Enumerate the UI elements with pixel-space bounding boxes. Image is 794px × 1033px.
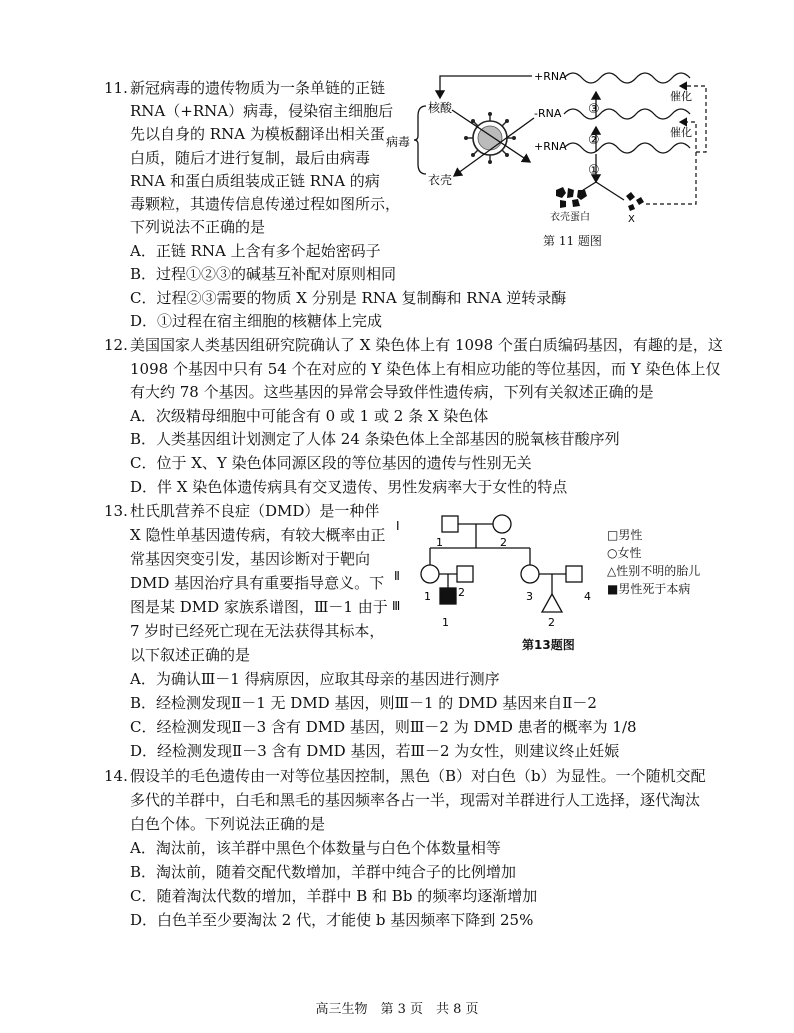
question-stem-line: 美国国家人类基因组研究院确认了 X 染色体上有 1098 个蛋白质编码基因，有趣的是，这 [130,336,723,354]
legend-dead-male: ■男性死于本病 [607,582,691,596]
question-stem-line: 以下叙述正确的是 [130,646,251,664]
arrow-branch-right [596,182,624,200]
question-stem-line: X 隐性单基因遗传病，有较大概率由正 [130,526,386,544]
option-c: C．随着淘汰代数的增加，羊群中 B 和 Bb 的频率均逐渐增加 [130,887,538,905]
question-stem-line: 先以自身的 RNA 为模板翻译出相关蛋 [130,125,385,143]
label-catalyze-2: 催化 [670,126,692,139]
rna-strand-bottom [564,143,690,153]
label-coat-protein: 衣壳蛋白 [550,212,590,223]
label-virus: 病毒 [386,135,411,149]
question-number: 11. [104,79,128,97]
svg-text:1: 1 [442,616,449,629]
pedigree-i2-female [493,515,511,533]
rna-strand-top [564,73,690,83]
generation-label-3: Ⅲ [392,599,401,613]
question-stem-line: 新冠病毒的遗传物质为一条单链的正链 [130,79,386,97]
label-catalyze-1: 催化 [670,90,692,103]
label-step2: ② [588,133,600,148]
question-number: 14. [104,767,128,785]
svg-text:1: 1 [436,536,443,549]
option-a: A．为确认Ⅲ－1 得病原因，应取其母亲的基因进行测序 [130,670,500,688]
option-d: D．白色羊至少要淘汰 2 代，才能使 b 基因频率下降到 25% [130,911,534,929]
option-d: D．伴 X 染色体遗传病具有交叉遗传、男性发病率大于女性的特点 [130,478,568,496]
svg-text:2: 2 [500,536,507,549]
option-b: B．淘汰前，随着交配代数增加，羊群中纯合子的比例增加 [130,863,517,881]
generation-label-2: Ⅱ [394,569,400,583]
svg-text:3: 3 [526,590,533,603]
question-stem-line: RNA（+RNA）病毒，侵染宿主细胞后 [130,102,394,120]
virus-particle-icon [464,112,516,164]
pedigree-ii1-female [421,565,439,583]
question-stem-line: DMD 基因治疗具有重要指导意义。下 [130,574,385,592]
pedigree-ii4-male [566,566,582,582]
rna-strand-minus [564,109,690,119]
option-c: C．位于 X、Y 染色体同源区段的等位基因的遗传与性别无关 [130,454,532,472]
question-stem-line: 7 岁时已经死亡现在无法获得其标本， [130,622,385,640]
pedigree-i1-male [442,516,458,532]
question-stem-line: 下列说法不正确的是 [130,218,266,236]
question-stem-line: 常基因突变引发，基因诊断对于靶向 [130,550,371,568]
option-a: A．淘汰前，该羊群中黑色个体数量与白色个体数量相等 [130,839,501,857]
question-number: 12. [104,336,128,354]
pedigree-ii3-female [521,565,539,583]
svg-text:4: 4 [584,590,591,603]
label-step3: ③ [588,102,600,117]
coat-protein-icon [556,187,587,208]
question-stem-line: 1098 个基因中只有 54 个在对应的 Y 染色体上有相应功能的等位基因，而 Y 染色体上仅 [130,360,721,378]
figure-13-caption: 第13题图 [522,638,575,652]
option-a: A．正链 RNA 上含有多个起始密码子 [130,242,381,260]
svg-text:1: 1 [424,590,431,603]
legend-female: ○女性 [607,546,642,560]
question-stem-line: RNA 和蛋白质组装成正链 RNA 的病 [130,172,380,190]
figure-11-caption: 第 11 题图 [543,234,602,248]
question-stem-line: 有大约 78 个基因。这些基因的异常会导致伴性遗传病，下列有关叙述正确的是 [130,383,654,401]
label-nucleic: 核酸 [428,101,453,115]
virus-brace [414,106,426,174]
label-minus-rna: -RNA [534,107,562,120]
svg-text:2: 2 [548,616,555,629]
question-stem-line: 毒颗粒，其遗传信息传递过程如图所示， [130,195,401,213]
question-stem-line: 杜氏肌营养不良症（DMD）是一种伴 [130,502,380,520]
option-c: C．过程②③需要的物质 X 分别是 RNA 复制酶和 RNA 逆转录酶 [130,289,567,307]
option-b: B．过程①②③的碱基互补配对原则相同 [130,265,397,283]
page-footer: 高三生物 第 3 页 共 8 页 [315,1002,479,1017]
pedigree-iii1-affected-male [440,588,456,604]
option-d: D．①过程在宿主细胞的核糖体上完成 [130,312,383,330]
label-plus-rna-bottom: +RNA [534,140,567,153]
pedigree-ii2-male [457,566,473,582]
legend-male: □男性 [607,528,643,542]
generation-label-1: Ⅰ [396,519,400,533]
question-number: 13. [104,502,128,520]
x-substance-icon [626,192,644,211]
pedigree-iii2-unknown-fetus [542,594,562,612]
option-b: B．经检测发现Ⅱ－1 无 DMD 基因，则Ⅲ－1 的 DMD 基因来自Ⅱ－2 [130,694,597,712]
question-stem-line: 图是某 DMD 家族系谱图，Ⅲ－1 由于 [130,598,388,616]
option-a: A．次级精母细胞中可能含有 0 或 1 或 2 条 X 染色体 [130,407,489,425]
svg-text:2: 2 [458,586,465,599]
arrow-to-nucleic [440,76,532,98]
option-c: C．经检测发现Ⅱ－3 含有 DMD 基因，则Ⅲ－2 为 DMD 患者的概率为 1/8 [130,718,637,736]
question-stem-line: 白色个体。下列说法正确的是 [130,815,326,833]
question-stem-line: 白质，随后才进行复制，最后由病毒 [130,149,371,167]
legend-unknown-fetus: △性别不明的胎儿 [607,564,701,578]
label-x: X [628,214,635,225]
option-d: D．经检测发现Ⅱ－3 含有 DMD 基因，若Ⅲ－2 为女性，则建议终止妊娠 [130,742,620,760]
label-plus-rna-top: +RNA [534,70,567,83]
figure-11-diagram [384,64,714,250]
question-stem-line: 多代的羊群中，白毛和黑毛的基因频率各占一半，现需对羊群进行人工选择，逐代淘汰 [130,791,701,809]
option-b: B．人类基因组计划测定了人体 24 条染色体上全部基因的脱氧核苷酸序列 [130,430,620,448]
label-step1: ① [588,163,600,178]
label-coat: 衣壳 [428,173,453,187]
question-stem-line: 假设羊的毛色遗传由一对等位基因控制，黑色（B）对白色（b）为显性。一个随机交配 [130,767,706,785]
figure-13-pedigree [390,508,610,646]
